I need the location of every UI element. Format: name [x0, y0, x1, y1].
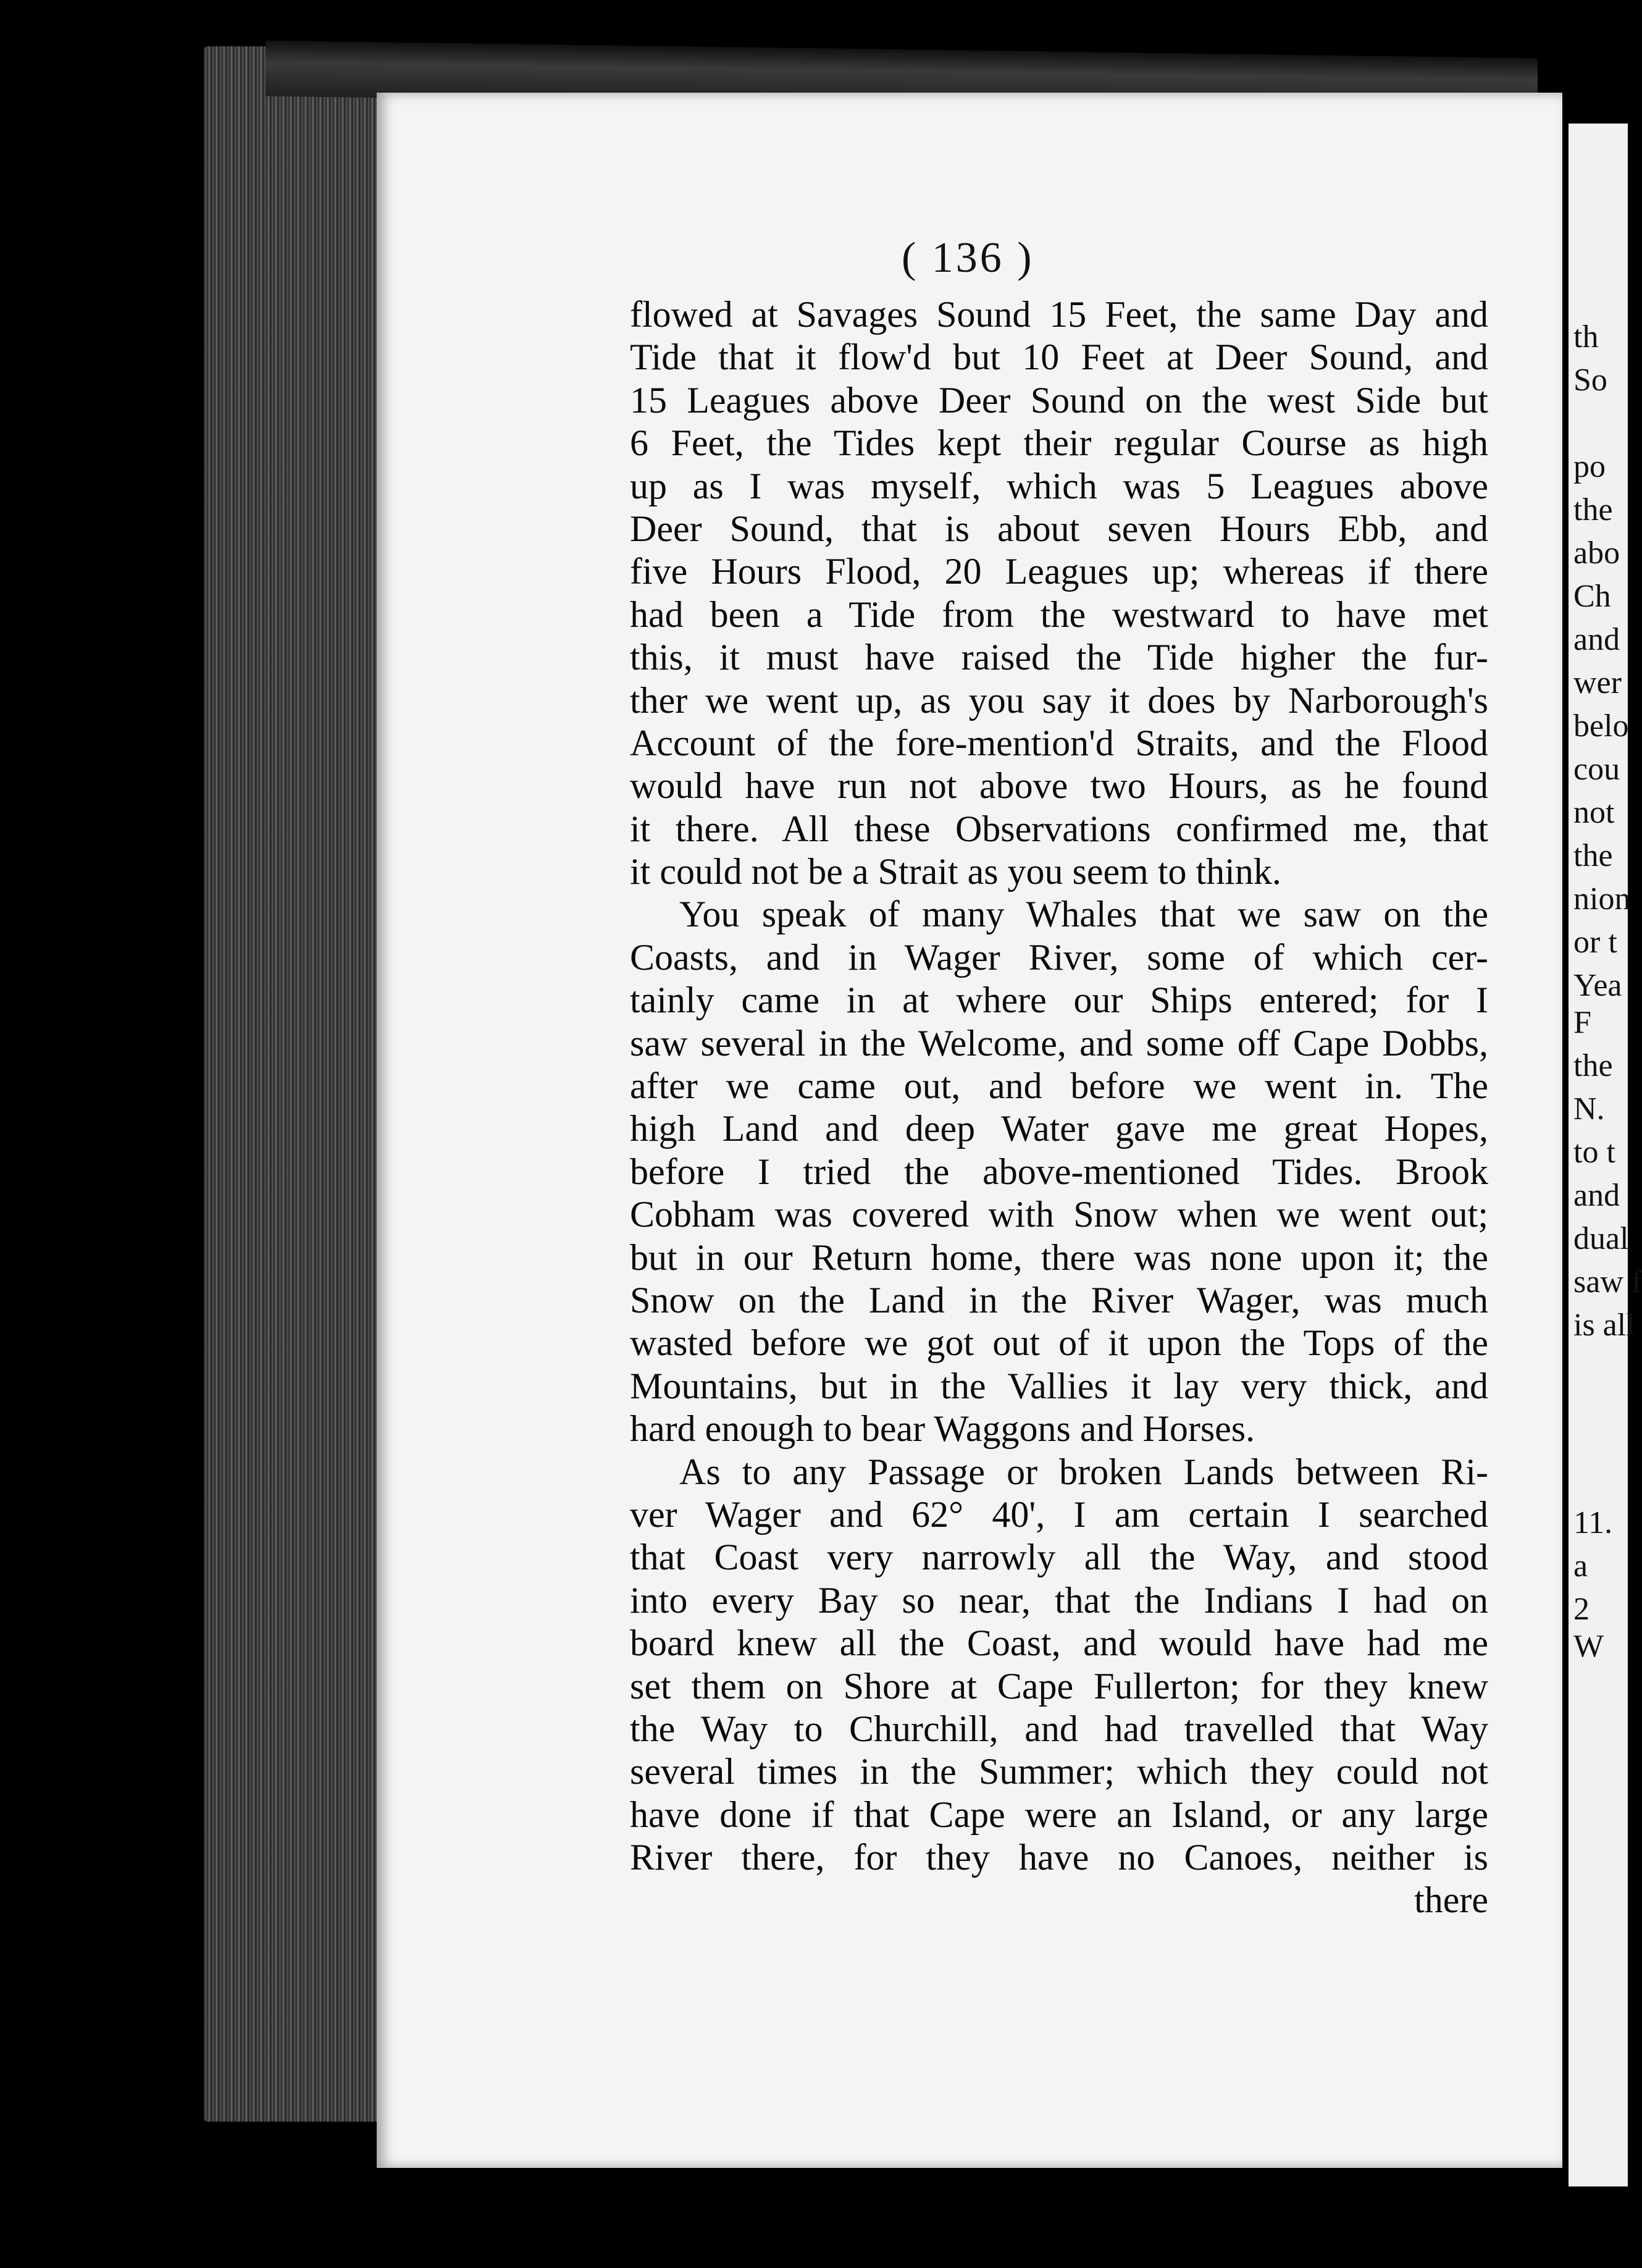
text-line: had been a Tide from the westward to have met	[630, 594, 1488, 635]
text-line: after we came out, and before we went in. The	[630, 1065, 1488, 1107]
text-line: River there, for they have no Canoes, neither is	[630, 1837, 1488, 1878]
text-line: Snow on the Land in the River Wager, was much	[630, 1279, 1488, 1321]
text-line: there	[1414, 1880, 1488, 1921]
facing-page-fragment: So	[1573, 363, 1607, 398]
text-line: saw several in the Welcome, and some off Cape Dobbs,	[630, 1022, 1488, 1064]
text-line: Account of the fore-mention'd Straits, and the Flood	[630, 722, 1488, 763]
text-line: Cobham was covered with Snow when we went out;	[630, 1194, 1488, 1235]
text-line: into every Bay so near, that the Indians I had on	[630, 1579, 1488, 1621]
text-line: five Hours Flood, 20 Leagues up; whereas if there	[630, 551, 1488, 592]
text-line: Deer Sound, that is about seven Hours Ebb, and	[630, 508, 1488, 549]
facing-page-fragment: W	[1573, 1629, 1604, 1664]
facing-page-fragment: wer	[1573, 665, 1622, 700]
facing-page-fragment: or t	[1573, 925, 1617, 960]
facing-page-fragment: N.	[1573, 1091, 1605, 1127]
text-line: set them on Shore at Cape Fullerton; for they knew	[630, 1665, 1488, 1707]
facing-page-fragment: is all	[1573, 1308, 1635, 1343]
text-line: You speak of many Whales that we saw on the	[679, 894, 1488, 935]
text-line: Mountains, but in the Vallies it lay very thick, and	[630, 1365, 1488, 1406]
text-line: Coasts, and in Wager River, some of which cer-	[630, 936, 1488, 978]
book-page-edges	[204, 46, 395, 2122]
text-line: that Coast very narrowly all the Way, and stood	[630, 1537, 1488, 1578]
facing-page-fragment: the	[1573, 492, 1613, 527]
text-line: this, it must have raised the Tide higher the fur-	[630, 637, 1488, 678]
facing-page-fragment: nion	[1573, 881, 1631, 917]
facing-page-fragment: 2	[1573, 1592, 1590, 1627]
text-line: high Land and deep Water gave me great Hopes,	[630, 1108, 1488, 1149]
facing-page-fragment: and	[1573, 622, 1620, 657]
facing-page	[1569, 124, 1642, 2186]
text-line: ver Wager and 62° 40', I am certain I searched	[630, 1493, 1488, 1535]
page-number: ( 136 )	[902, 234, 1034, 282]
text-line: Tide that it flow'd but 10 Feet at Deer Sound, and	[630, 337, 1488, 378]
facing-page-fragment: belo	[1573, 708, 1629, 744]
text-line: but in our Return home, there was none upon it; the	[630, 1237, 1488, 1278]
facing-page-fragment: 11.	[1573, 1505, 1613, 1540]
page-body-text	[630, 293, 1488, 1922]
facing-page-fragment: to t	[1573, 1135, 1615, 1170]
facing-page-fragment: and	[1573, 1178, 1620, 1213]
text-line: would have run not above two Hours, as he found	[630, 765, 1488, 807]
facing-page-fragment: F	[1573, 1005, 1591, 1040]
text-line: 6 Feet, the Tides kept their regular Course as high	[630, 422, 1488, 464]
facing-page-fragment: not	[1573, 795, 1615, 830]
text-line: have done if that Cape were an Island, or any large	[630, 1794, 1488, 1835]
facing-page-fragment: abo	[1573, 536, 1620, 571]
text-line: hard enough to bear Waggons and Horses.	[630, 1408, 1255, 1450]
facing-page-fragment: po	[1573, 449, 1606, 484]
text-line: board knew all the Coast, and would have had me	[630, 1623, 1488, 1664]
facing-page-fragment: cou	[1573, 752, 1620, 787]
text-line: it could not be a Strait as you seem to think.	[630, 851, 1281, 892]
text-line: several times in the Summer; which they could not	[630, 1751, 1488, 1792]
text-line: it there. All these Observations confirmed me, that	[630, 808, 1488, 849]
facing-page-fragment: th	[1573, 319, 1599, 355]
text-line: As to any Passage or broken Lands between Ri-	[679, 1451, 1488, 1492]
facing-page-fragment: Yea	[1573, 968, 1622, 1003]
facing-page-fragment: saw f	[1573, 1264, 1642, 1300]
text-line: tainly came in at where our Ships entered; for I	[630, 980, 1488, 1021]
text-line: 15 Leagues above Deer Sound on the west Side but	[630, 379, 1488, 421]
facing-page-fragment: Ch	[1573, 579, 1611, 614]
text-line: up as I was myself, which was 5 Leagues above	[630, 465, 1488, 506]
facing-page-fragment: the	[1573, 838, 1613, 873]
facing-page-fragment: a	[1573, 1548, 1588, 1584]
facing-page-fragment: dual	[1573, 1221, 1629, 1256]
text-line: wasted before we got out of it upon the Tops of the	[630, 1322, 1488, 1364]
text-line: flowed at Savages Sound 15 Feet, the same Day and	[630, 294, 1488, 335]
text-line: ther we went up, as you say it does by Narborough's	[630, 679, 1488, 721]
facing-page-fragment: the	[1573, 1048, 1613, 1083]
text-line: the Way to Churchill, and had travelled that Way	[630, 1708, 1488, 1749]
text-line: before I tried the above-mentioned Tides. Brook	[630, 1151, 1488, 1192]
